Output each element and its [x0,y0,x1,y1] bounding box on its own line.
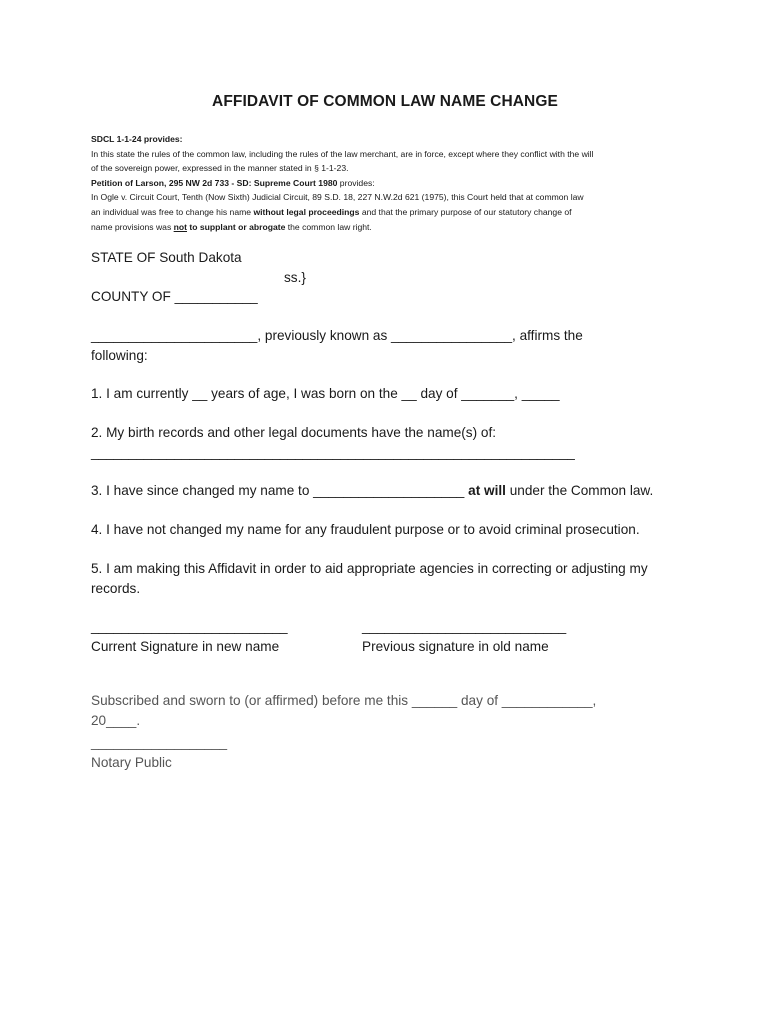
ogle-text-line-3: name provisions was not to supplant or abrogate the common law right. [91,221,372,232]
item-2-line-1: 2. My birth records and other legal documents have the name(s) of: [91,425,496,440]
sdcl-text-line-1: In this state the rules of the common law, including the rules of the law merchant, are in force, except where they conflict with the will [91,148,594,159]
sdcl-heading: SDCL 1-1-24 provides: [91,134,183,144]
ogle-text-line-1: In Ogle v. Circuit Court, Tenth (Now Sixth) Judicial Circuit, 89 S.D. 18, 227 N.W.2d 621 (1975), this Court held that at common law [91,192,584,203]
notary-signature-line: __________________ [91,735,228,750]
venue-ss: ss.} [284,270,306,285]
venue-state: STATE OF South Dakota [91,250,242,265]
sdcl-text-line-2: of the sovereign power, expressed in the manner stated in § 1-1-23. [91,163,349,174]
item-5-line-1: 5. I am making this Affidavit in order to aid appropriate agencies in correcting or adjusting my [91,561,648,576]
previous-signature-label: Previous signature in old name [362,638,549,654]
current-signature-line: __________________________ [91,619,288,634]
ogle-text-line-2: an individual was free to change his name without legal proceedings and that the primary purpose of our statutory change of [91,207,572,217]
notary-sworn-line-2: 20____. [91,712,141,728]
document-title: AFFIDAVIT OF COMMON LAW NAME CHANGE [212,93,558,110]
item-1: 1. I am currently __ years of age, I was born on the __ day of _______, _____ [91,386,560,401]
current-signature-label: Current Signature in new name [91,638,280,654]
notary-sworn-line-1: Subscribed and sworn to (or affirmed) before me this ______ day of ____________, [91,693,597,708]
notary-label: Notary Public [91,754,172,770]
larson-citation: Petition of Larson, 295 NW 2d 733 - SD: Supreme Court 1980 provides: [91,177,375,188]
item-3: 3. I have since changed my name to ____________________ at will under the Common law. [91,483,654,498]
item-4: 4. I have not changed my name for any fraudulent purpose or to avoid criminal prosecution. [91,522,640,537]
intro-line-2: following: [91,347,148,363]
venue-county: COUNTY OF ___________ [91,289,258,304]
item-2-line-2: ________________________________________________________________ [91,444,575,460]
item-5-line-2: records. [91,580,141,596]
intro-line-1: ______________________, previously known as ________________, affirms the [91,328,583,343]
previous-signature-line: ___________________________ [362,619,567,634]
